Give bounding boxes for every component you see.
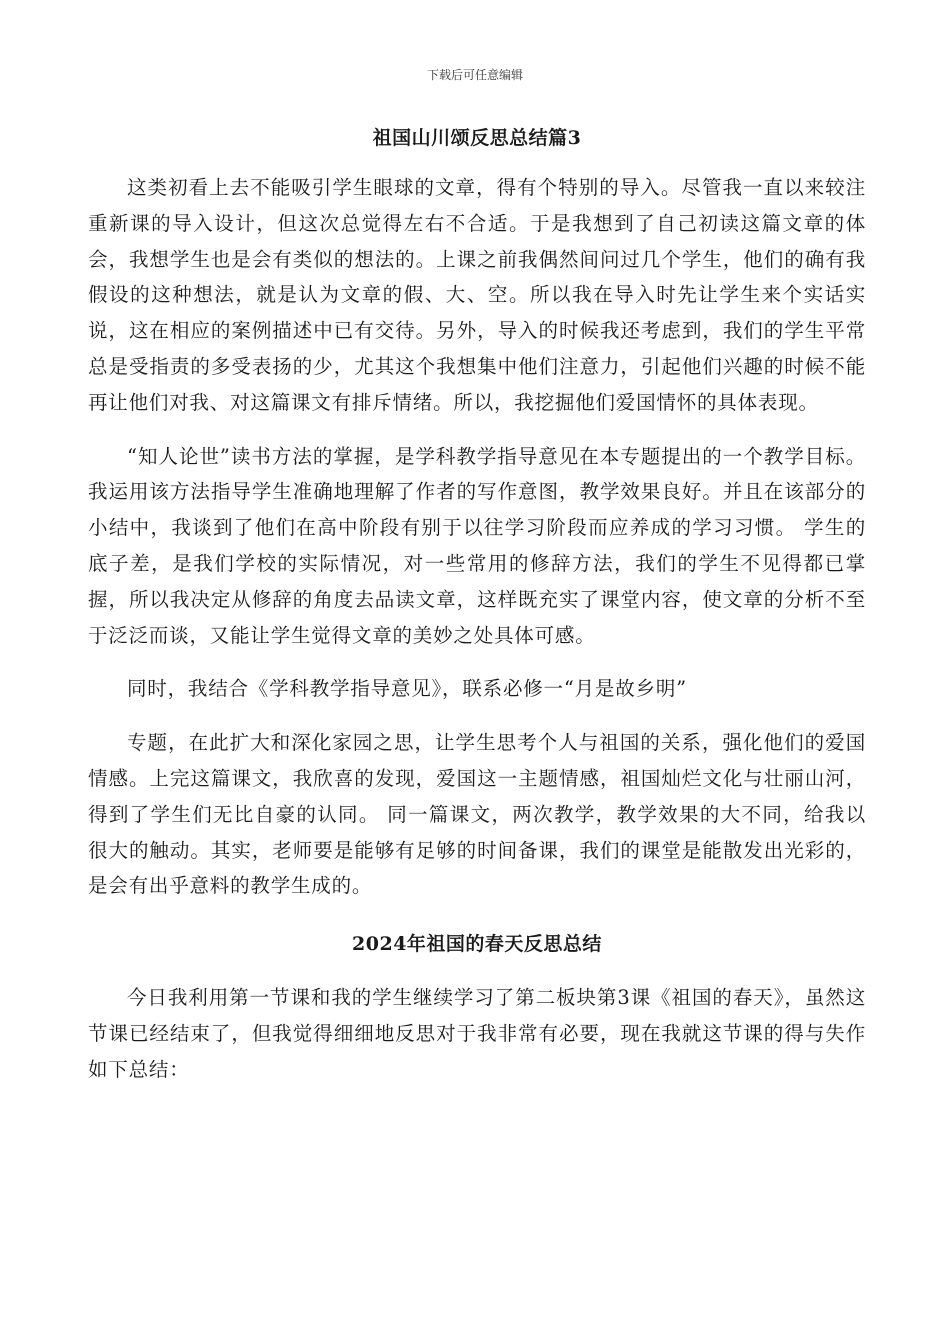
paragraph: 专题，在此扩大和深化家园之思，让学生思考个人与祖国的关系，强化他们的爱国情感。上完这篇课文，我欣喜的发现，爱国这一主题情感，祖国灿烂文化与壮丽山河，得到了学生们无比自豪的认同。 同一篇课文，两次教学，教学效果的大不同，给我以很大的触动。其实，老师要是能够有足够的时间备课，我们的课堂是能散发出光彩的，是会有出乎意料的教学生成的。	[88, 731, 866, 898]
paragraph: 这类初看上去不能吸引学生眼球的文章，得有个特别的导入。尽管我一直以来较注重新课的导入设计，但这次总觉得左右不合适。于是我想到了自己初读这篇文章的体会，我想学生也是会有类似的想法的。上课之前我偶然间问过几个学生，他们的确有我假设的这种想法，就是认为文章的假、大、空。所以我在导入时先让学生来个实话实说，这在相应的案例描述中已有交待。另外，导入的时候我还考虑到，我们的学生平常总是受指责的多受表扬的少，尤其这个我想集中他们注意力，引起他们兴趣的时候不能再让他们对我、对这篇课文有排斥情绪。所以，我挖掘他们爱国情怀的具体表现。	[88, 176, 866, 414]
paragraph: 今日我利用第一节课和我的学生继续学习了第二板块第3课《祖国的春天》，虽然这节课已经结束了，但我觉得细细地反思对于我非常有必要，现在我就这节课的得与失作如下总结：	[88, 986, 866, 1081]
paragraph: “知人论世”读书方法的掌握，是学科教学指导意见在本专题提出的一个教学目标。我运用该方法指导学生准确地理解了作者的写作意图，教学效果良好。并且在该部分的小结中，我谈到了他们在高中阶段有别于以往学习阶段而应养成的学习习惯。 学生的底子差，是我们学校的实际情况，对一些常用的修辞方法，我们的学生不见得都已掌握，所以我决定从修辞的角度去品读文章，这样既充实了课堂内容，使文章的分析不至于泛泛而谈，又能让学生觉得文章的美妙之处具体可感。	[88, 444, 866, 647]
section-title: 2024年祖国的春天反思总结	[352, 933, 602, 956]
paragraph: 同时，我结合《学科教学指导意见》，联系必修一“月是故乡明”	[127, 677, 687, 701]
document-body	[88, 118, 866, 1088]
page-header: 下载后可任意编辑	[426, 68, 523, 82]
section-title: 祖国山川颂反思总结篇3	[372, 127, 582, 149]
